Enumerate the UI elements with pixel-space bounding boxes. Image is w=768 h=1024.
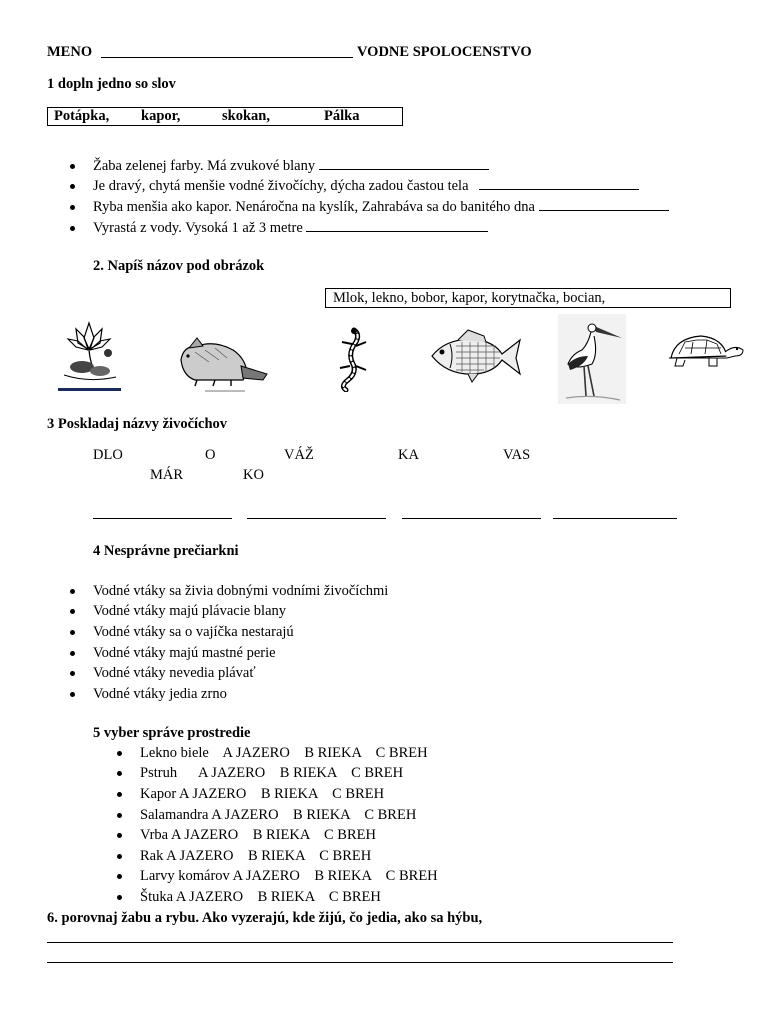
answer-line [553, 518, 677, 519]
fill-item-3: Ryba menšia ako kapor. Nenáročna na kyslík, Zahrabáva sa do banitého dna [93, 198, 669, 216]
bullet-icon [70, 184, 75, 189]
carp-image [428, 328, 522, 384]
answer-line [47, 962, 673, 963]
choice-item: Kapor A JAZERO B RIEKA C BREH [140, 786, 385, 802]
word-bank-3: skokan, [222, 108, 270, 124]
water-lily-image [56, 313, 122, 393]
bullet-icon [70, 692, 75, 697]
worksheet-title: VODNE SPOLOCENSTVO [357, 44, 532, 60]
beaver-image [175, 332, 270, 397]
statement-item: Vodné vtáky nevedia plávať [93, 665, 256, 681]
stork-image [558, 314, 626, 404]
bullet-icon [117, 833, 122, 838]
word-bank-2: kapor, [141, 108, 181, 124]
section1-heading: 1 dopln jedno so slov [47, 76, 176, 92]
bullet-icon [70, 671, 75, 676]
fill-item-4: Vyrastá z vody. Vysoká 1 až 3 metre [93, 219, 488, 237]
bullet-icon [117, 895, 122, 900]
syllable: KA [398, 447, 419, 463]
statement-item: Vodné vtáky majú mastné perie [93, 645, 276, 661]
syllable: MÁR [150, 467, 184, 483]
choice-item: Larvy komárov A JAZERO B RIEKA C BREH [140, 868, 438, 884]
word-bank-1: Potápka, [54, 108, 110, 124]
syllable: DLO [93, 447, 123, 463]
word-bank-4: Pálka [324, 108, 360, 124]
choice-item: Vrba A JAZERO B RIEKA C BREH [140, 827, 376, 843]
answer-line [47, 942, 673, 943]
bullet-icon [70, 589, 75, 594]
section4-heading: 4 Nesprávne prečiarkni [93, 543, 239, 559]
bullet-icon [117, 813, 122, 818]
choice-item: Rak A JAZERO B RIEKA C BREH [140, 848, 372, 864]
bullet-icon [117, 751, 122, 756]
choice-item: Pstruh A JAZERO B RIEKA C BREH [140, 765, 404, 781]
section6-heading: 6. porovnaj žabu a rybu. Ako vyzerajú, kde žijú, čo jedia, ako sa hýbu, [47, 910, 483, 926]
statement-item: Vodné vtáky jedia zrno [93, 686, 227, 702]
bullet-icon [117, 874, 122, 879]
name-line [101, 57, 353, 58]
statement-item: Vodné vtáky sa o vajíčka nestarajú [93, 624, 294, 640]
fill-item-2: Je dravý, chytá menšie vodné živočíchy, dýcha zadou častou tela [93, 177, 639, 195]
turtle-image [665, 332, 745, 374]
bullet-icon [70, 609, 75, 614]
syllable: O [205, 447, 216, 463]
names-box-text: Mlok, lekno, bobor, kapor, korytnačka, bocian, [333, 290, 606, 306]
syllable: VAS [503, 447, 531, 463]
choice-item: Štuka A JAZERO B RIEKA C BREH [140, 889, 381, 905]
syllable: KO [243, 467, 264, 483]
bullet-icon [70, 164, 75, 169]
syllable: VÁŽ [284, 447, 314, 463]
name-label [47, 43, 92, 61]
fill-item-1: Žaba zelenej farby. Má zvukové blany [93, 157, 489, 175]
statement-item: Vodné vtáky majú plávacie blany [93, 603, 287, 619]
choice-item: Lekno biele A JAZERO B RIEKA C BREH [140, 745, 428, 761]
section2-heading: 2. Napíš názov pod obrázok [93, 258, 265, 274]
meno-label: MENO [47, 44, 93, 60]
statement-item: Vodné vtáky sa živia dobnými vodními živočíchmi [93, 583, 389, 599]
answer-line [93, 518, 232, 519]
bullet-icon [117, 854, 122, 859]
answer-line [402, 518, 541, 519]
bullet-icon [70, 205, 75, 210]
newt-image [330, 326, 370, 392]
bullet-icon [117, 771, 122, 776]
answer-line [247, 518, 386, 519]
bullet-icon [70, 226, 75, 231]
section3-heading: 3 Poskladaj názvy živočíchov [47, 416, 228, 432]
bullet-icon [70, 651, 75, 656]
choice-item: Salamandra A JAZERO B RIEKA C BREH [140, 807, 417, 823]
bullet-icon [117, 792, 122, 797]
bullet-icon [70, 630, 75, 635]
section5-heading: 5 vyber správe prostredie [93, 725, 251, 741]
